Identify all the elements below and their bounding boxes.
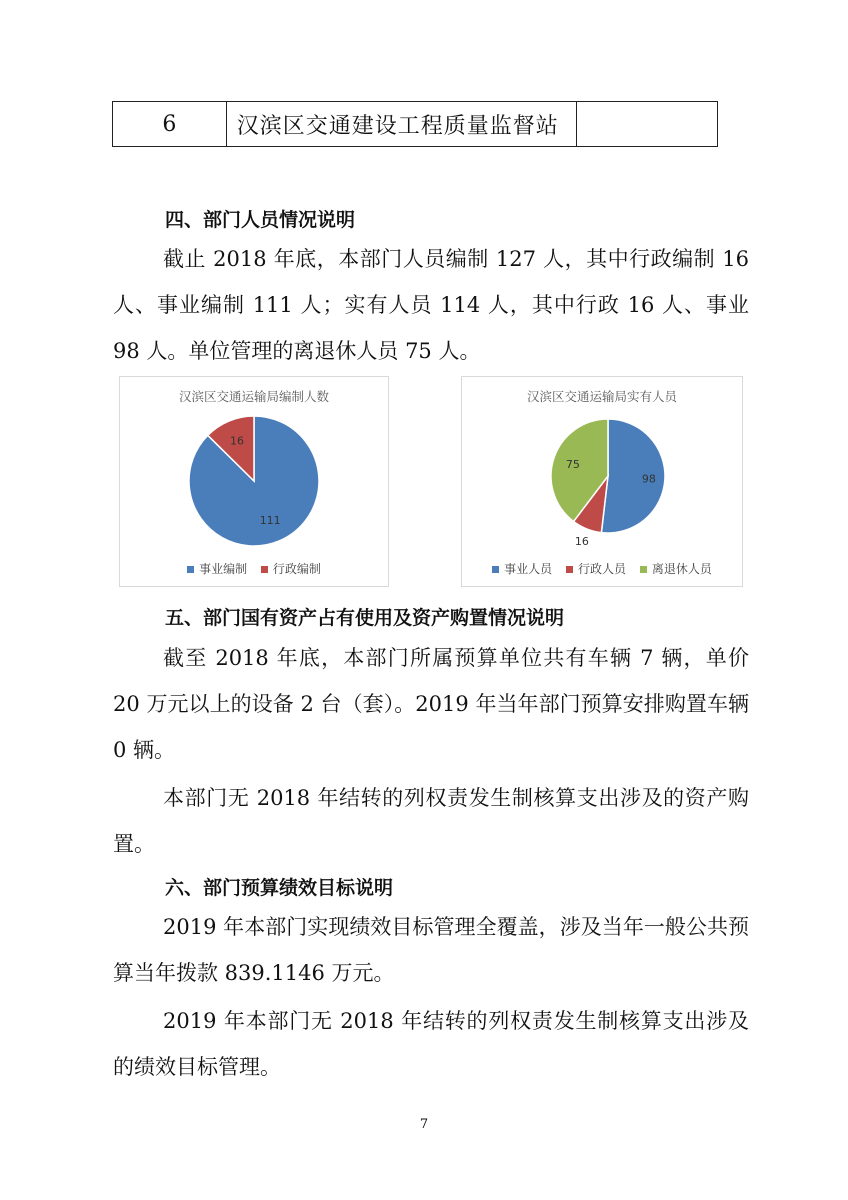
legend-swatch bbox=[566, 566, 573, 573]
remark-cell bbox=[577, 102, 718, 147]
chart-title: 汉滨区交通运输局实有人员 bbox=[526, 389, 677, 404]
legend-item bbox=[187, 560, 247, 577]
legend-label: 事业人员 bbox=[504, 562, 553, 576]
assets-paragraph-1: 截至 2018 年底，本部门所属预算单位共有车辆 7 辆，单价 20 万元以上的设备 2 台（套）。2019 年当年部门预算安排购置车辆 0 辆。 bbox=[113, 646, 749, 762]
unit-name-cell: 汉滨区交通建设工程质量监督站 bbox=[226, 102, 577, 147]
chart-title: 汉滨区交通运输局编制人数 bbox=[178, 389, 329, 404]
legend-item bbox=[640, 560, 712, 577]
legend-swatch bbox=[492, 566, 499, 573]
legend-label: 行政人员 bbox=[577, 562, 626, 576]
legend-label: 离退休人员 bbox=[651, 562, 712, 576]
data-label: 16 bbox=[574, 534, 589, 548]
staffing-legend bbox=[120, 560, 388, 577]
legend-swatch bbox=[187, 566, 194, 573]
staffing-pie bbox=[120, 377, 388, 586]
actual-staff-pie bbox=[462, 377, 742, 586]
legend-swatch bbox=[261, 566, 268, 573]
personnel-heading: 四、部门人员情况说明 bbox=[165, 209, 356, 231]
row-index-cell: 6 bbox=[113, 102, 227, 147]
legend-label: 事业编制 bbox=[199, 562, 248, 576]
data-label: 98 bbox=[641, 472, 656, 486]
personnel-paragraph: 截止 2018 年底，本部门人员编制 127 人，其中行政编制 16 人、事业编制 111 人；实有人员 114 人，其中行政 16 人、事业 98 人。单位管理的离退休人员 75 人。 bbox=[113, 247, 749, 363]
legend-item bbox=[261, 560, 321, 577]
staffing-chart bbox=[119, 376, 389, 587]
legend-item bbox=[492, 560, 552, 577]
page-number: 7 bbox=[419, 1117, 429, 1132]
legend-item bbox=[566, 560, 626, 577]
legend-label: 行政编制 bbox=[272, 562, 321, 576]
assets-heading: 五、部门国有资产占有使用及资产购置情况说明 bbox=[165, 607, 565, 629]
actual-staff-legend bbox=[462, 560, 742, 577]
unit-table bbox=[112, 101, 718, 147]
table-row bbox=[113, 102, 718, 147]
performance-paragraph-1: 2019 年本部门实现绩效目标管理全覆盖，涉及当年一般公共预算当年拨款 839.1146 万元。 bbox=[113, 915, 749, 985]
data-label: 75 bbox=[565, 458, 580, 472]
actual-staff-chart bbox=[461, 376, 743, 587]
legend-swatch bbox=[640, 566, 647, 573]
data-label: 111 bbox=[259, 513, 281, 527]
performance-paragraph-2: 2019 年本部门无 2018 年结转的列权责发生制核算支出涉及的绩效目标管理。 bbox=[113, 1009, 749, 1079]
assets-paragraph-2: 本部门无 2018 年结转的列权责发生制核算支出涉及的资产购置。 bbox=[113, 786, 749, 856]
data-label: 16 bbox=[230, 434, 245, 448]
performance-heading: 六、部门预算绩效目标说明 bbox=[165, 877, 394, 899]
